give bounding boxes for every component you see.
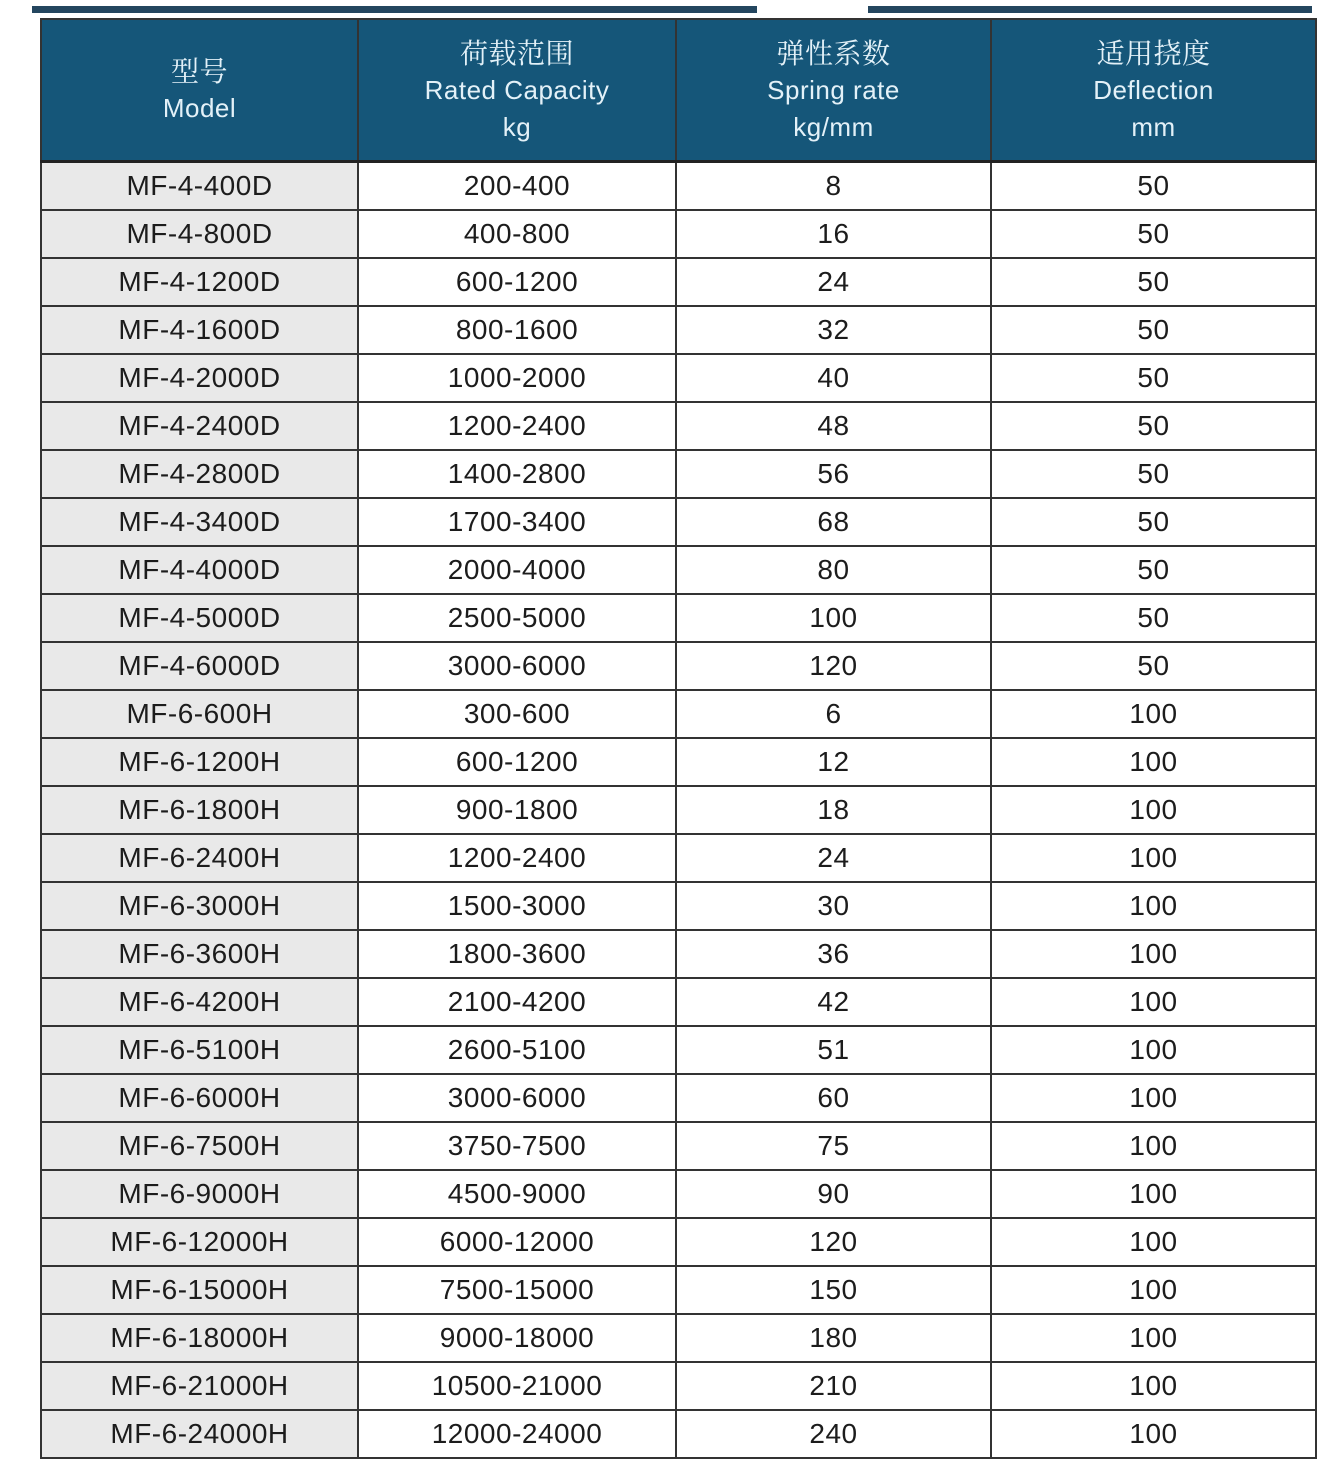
cell-rate: 30 [676,882,991,930]
cell-capacity: 12000-24000 [358,1410,676,1458]
cell-capacity: 600-1200 [358,258,676,306]
cell-capacity: 2600-5100 [358,1026,676,1074]
cell-model: MF-4-1600D [41,306,358,354]
cell-deflection: 100 [991,834,1316,882]
cell-rate: 56 [676,450,991,498]
table-row [41,1266,1316,1314]
header-rate-unit: kg/mm [793,111,874,142]
cell-capacity: 1700-3400 [358,498,676,546]
cell-deflection: 50 [991,546,1316,594]
cell-model: MF-4-4000D [41,546,358,594]
cell-deflection: 100 [991,1410,1316,1458]
cell-model: MF-4-400D [41,162,358,211]
header-model [41,19,358,162]
cell-deflection: 50 [991,402,1316,450]
cell-deflection: 50 [991,498,1316,546]
table-row [41,642,1316,690]
cell-capacity: 9000-18000 [358,1314,676,1362]
cell-model: MF-6-3000H [41,882,358,930]
cell-rate: 120 [676,1218,991,1266]
cell-model: MF-4-3400D [41,498,358,546]
header-capacity-en: Rated Capacity [424,74,610,105]
header-rate-zh: 弹性系数 [776,37,891,69]
cell-rate: 24 [676,258,991,306]
cell-rate: 16 [676,210,991,258]
cell-rate: 36 [676,930,991,978]
cell-capacity: 6000-12000 [358,1218,676,1266]
cell-model: MF-4-2000D [41,354,358,402]
header-capacity-unit: kg [502,111,532,142]
cell-model: MF-6-2400H [41,834,358,882]
cell-model: MF-6-24000H [41,1410,358,1458]
header-model-zh: 型号 [170,56,228,87]
cell-deflection: 50 [991,162,1316,211]
cell-rate: 18 [676,786,991,834]
cell-model: MF-6-600H [41,690,358,738]
cell-model: MF-4-800D [41,210,358,258]
table-row [41,738,1316,786]
cell-model: MF-6-18000H [41,1314,358,1362]
header-row [41,19,1316,162]
cell-rate: 8 [676,162,991,211]
cell-model: MF-6-9000H [41,1170,358,1218]
table-row [41,1362,1316,1410]
cell-rate: 100 [676,594,991,642]
table-row [41,1074,1316,1122]
cell-deflection: 100 [991,1314,1316,1362]
table-header [41,19,1316,162]
cell-rate: 90 [676,1170,991,1218]
header-deflection-en: Deflection [1093,74,1214,105]
cell-deflection: 100 [991,1074,1316,1122]
table-row [41,210,1316,258]
table-row [41,354,1316,402]
cell-rate: 150 [676,1266,991,1314]
header-model-en: Model [162,93,237,123]
cell-rate: 180 [676,1314,991,1362]
cell-deflection: 50 [991,450,1316,498]
cell-capacity: 3000-6000 [358,642,676,690]
cell-model: MF-6-3600H [41,930,358,978]
cell-rate: 42 [676,978,991,1026]
cell-deflection: 100 [991,1122,1316,1170]
cell-model: MF-6-4200H [41,978,358,1026]
cell-capacity: 1200-2400 [358,402,676,450]
cell-model: MF-4-6000D [41,642,358,690]
table-row [41,834,1316,882]
cell-rate: 210 [676,1362,991,1410]
table-row [41,930,1316,978]
cell-deflection: 100 [991,930,1316,978]
cell-rate: 68 [676,498,991,546]
cell-capacity: 7500-15000 [358,1266,676,1314]
top-edge-strip-left [32,6,757,13]
table-row [41,546,1316,594]
table-row [41,786,1316,834]
table-row [41,1122,1316,1170]
cell-model: MF-6-1800H [41,786,358,834]
cell-capacity: 10500-21000 [358,1362,676,1410]
cell-capacity: 2100-4200 [358,978,676,1026]
cell-capacity: 800-1600 [358,306,676,354]
cell-deflection: 100 [991,1026,1316,1074]
cell-model: MF-4-2400D [41,402,358,450]
header-rate-en: Spring rate [767,74,900,105]
table-row [41,1218,1316,1266]
cell-rate: 12 [676,738,991,786]
table-row [41,594,1316,642]
cell-deflection: 100 [991,738,1316,786]
cell-model: MF-6-12000H [41,1218,358,1266]
table-row [41,1170,1316,1218]
table-body [41,162,1316,1459]
cell-rate: 40 [676,354,991,402]
cell-model: MF-4-1200D [41,258,358,306]
table-row [41,498,1316,546]
cell-deflection: 50 [991,642,1316,690]
cell-capacity: 2500-5000 [358,594,676,642]
cell-deflection: 100 [991,786,1316,834]
cell-model: MF-6-5100H [41,1026,358,1074]
table-row [41,258,1316,306]
cell-deflection: 100 [991,882,1316,930]
cell-deflection: 100 [991,690,1316,738]
cell-deflection: 50 [991,354,1316,402]
cell-deflection: 50 [991,210,1316,258]
cell-deflection: 100 [991,1218,1316,1266]
cell-rate: 6 [676,690,991,738]
cell-capacity: 1000-2000 [358,354,676,402]
table-row [41,1314,1316,1362]
spring-hanger-spec-table [40,18,1317,1459]
cell-capacity: 4500-9000 [358,1170,676,1218]
table-row [41,690,1316,738]
table-row [41,1026,1316,1074]
table-row [41,450,1316,498]
header-deflection-zh: 适用挠度 [1096,37,1211,69]
header-deflection-unit: mm [1131,111,1176,142]
cell-capacity: 300-600 [358,690,676,738]
cell-rate: 51 [676,1026,991,1074]
cell-capacity: 1800-3600 [358,930,676,978]
cell-capacity: 2000-4000 [358,546,676,594]
cell-capacity: 1200-2400 [358,834,676,882]
cell-deflection: 100 [991,1266,1316,1314]
cell-rate: 240 [676,1410,991,1458]
cell-capacity: 3750-7500 [358,1122,676,1170]
header-capacity-zh: 荷载范围 [459,37,574,69]
cell-model: MF-6-15000H [41,1266,358,1314]
cell-rate: 75 [676,1122,991,1170]
spec-table-container [40,18,1315,1459]
cell-model: MF-6-7500H [41,1122,358,1170]
cell-deflection: 100 [991,1362,1316,1410]
cell-capacity: 200-400 [358,162,676,211]
cell-rate: 120 [676,642,991,690]
cell-deflection: 100 [991,1170,1316,1218]
cell-capacity: 900-1800 [358,786,676,834]
cell-deflection: 50 [991,306,1316,354]
cell-rate: 24 [676,834,991,882]
cell-model: MF-4-5000D [41,594,358,642]
cell-capacity: 1400-2800 [358,450,676,498]
table-row [41,402,1316,450]
cell-rate: 80 [676,546,991,594]
cell-deflection: 50 [991,594,1316,642]
cell-model: MF-6-21000H [41,1362,358,1410]
cell-model: MF-6-1200H [41,738,358,786]
cell-deflection: 100 [991,978,1316,1026]
cell-capacity: 3000-6000 [358,1074,676,1122]
cell-rate: 32 [676,306,991,354]
table-row [41,978,1316,1026]
cell-capacity: 600-1200 [358,738,676,786]
cell-capacity: 1500-3000 [358,882,676,930]
header-deflection [991,19,1316,162]
cell-deflection: 50 [991,258,1316,306]
top-edge-strip-right [868,6,1312,13]
table-row [41,882,1316,930]
cell-model: MF-6-6000H [41,1074,358,1122]
cell-rate: 48 [676,402,991,450]
header-rated-capacity [358,19,676,162]
table-row [41,306,1316,354]
cell-capacity: 400-800 [358,210,676,258]
table-row [41,162,1316,211]
table-row [41,1410,1316,1458]
header-spring-rate [676,19,991,162]
cell-rate: 60 [676,1074,991,1122]
cell-model: MF-4-2800D [41,450,358,498]
